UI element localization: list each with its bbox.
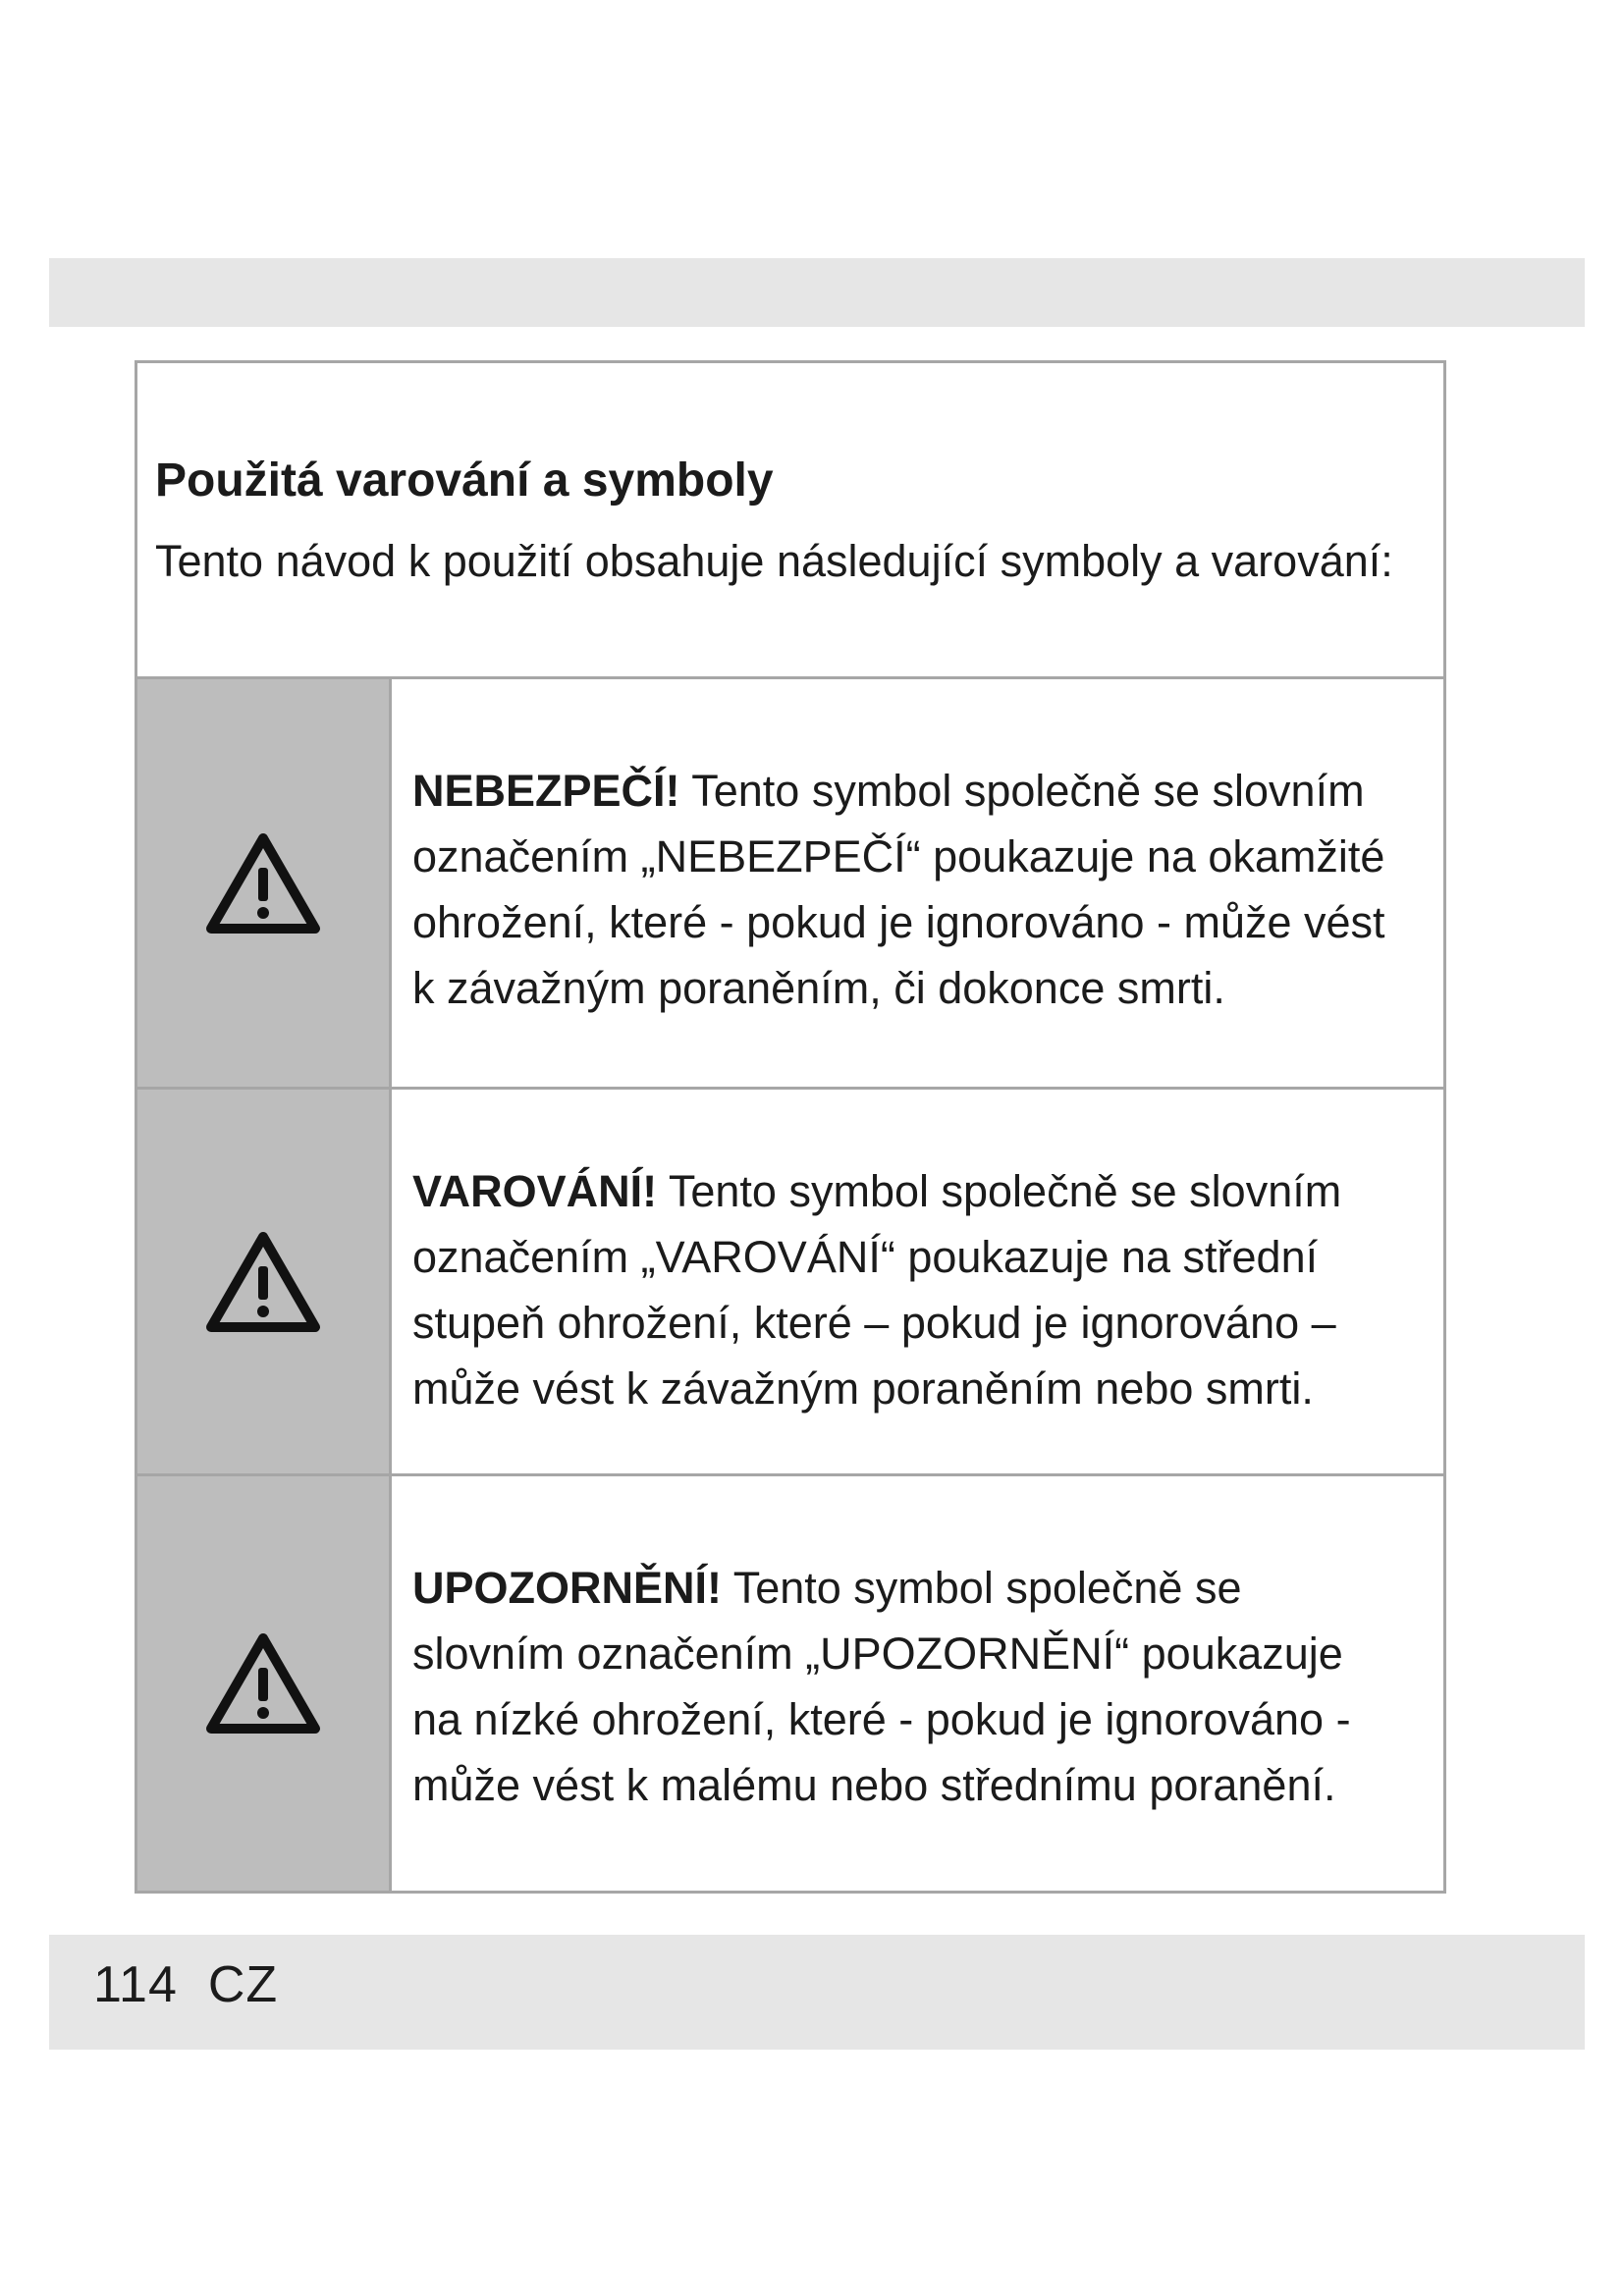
warning-line: označením „NEBEZPEČÍ“ poukazuje na okamžité [412,831,1385,881]
warning-row-caution [137,1476,1443,1891]
warning-line: označením „VAROVÁNÍ“ poukazuje na střední [412,1232,1319,1282]
warning-line: slovním označením „UPOZORNĚNÍ“ poukazuje [412,1629,1343,1679]
warning-keyword: NEBEZPEČÍ! [412,766,680,816]
header-band [49,258,1585,327]
language-code: CZ [207,1956,279,2013]
warning-line: ohrožení, které - pokud je ignorováno - může vést [412,897,1385,947]
warning-line: může vést k závažným poraněním nebo smrti. [412,1363,1314,1414]
icon-cell [137,1090,392,1473]
warning-line: Tento symbol společně se [732,1563,1242,1613]
warning-row-warning [137,1090,1443,1476]
intro-section [137,363,1443,679]
icon-cell [137,679,392,1087]
icon-cell [137,1476,392,1891]
warning-text [412,1555,1430,1818]
warning-triangle-icon [203,830,323,936]
section-intro: Tento návod k použití obsahuje následující symboly a varování: [155,536,1393,586]
footer-band [49,1935,1585,2050]
section-title: Použitá varování a symboly [155,454,774,507]
warning-line: k závažným poraněním, či dokonce smrti. [412,963,1225,1013]
warning-triangle-icon [203,1630,323,1736]
warning-line: stupeň ohrožení, které – pokud je ignorováno – [412,1298,1336,1348]
page-footer-label [93,1955,278,2014]
warning-line: Tento symbol společně se slovním [668,1166,1342,1216]
warning-triangle-icon [203,1229,323,1335]
warning-keyword: VAROVÁNÍ! [412,1166,658,1216]
warning-text [412,758,1430,1021]
warning-text [412,1158,1430,1421]
warning-line: na nízké ohrožení, které - pokud je ignorováno - [412,1694,1351,1744]
warning-line: Tento symbol společně se slovním [691,766,1365,816]
warning-row-danger [137,679,1443,1090]
warning-line: může vést k malému nebo střednímu poranění. [412,1760,1336,1810]
warning-keyword: UPOZORNĚNÍ! [412,1563,722,1613]
page-number: 114 [93,1956,178,2013]
warnings-symbols-table [135,360,1446,1894]
